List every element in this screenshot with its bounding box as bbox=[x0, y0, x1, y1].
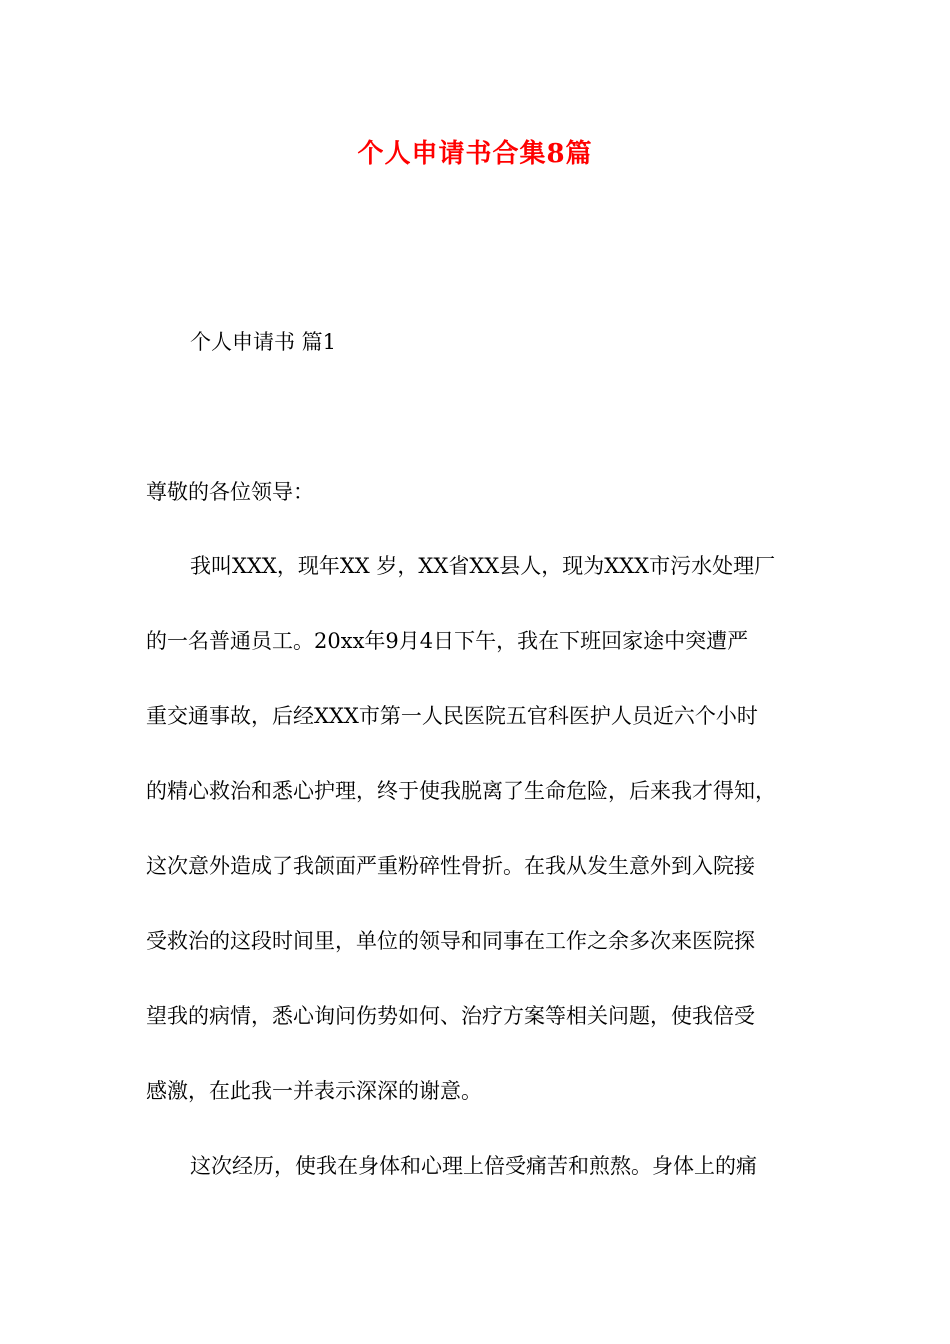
paragraph-1-line: 感激，在此我一并表示深深的谢意。 bbox=[146, 1079, 482, 1103]
paragraph-1-line: 的一名普通员工。20xx年9月4日下午，我在下班回家途中突遭严 bbox=[146, 629, 749, 653]
paragraph-1-line: 的精心救治和悉心护理，终于使我脱离了生命危险，后来我才得知， bbox=[146, 779, 776, 803]
section-heading: 个人申请书 篇1 bbox=[190, 330, 337, 354]
paragraph-1-line: 重交通事故，后经XXX市第一人民医院五官科医护人员近六个小时 bbox=[146, 704, 758, 728]
salutation: 尊敬的各位领导： bbox=[146, 480, 314, 504]
paragraph-1-line: 我叫XXX，现年XX 岁，XX省XX县人，现为XXX市污水处理厂 bbox=[190, 554, 776, 578]
paragraph-1-line: 这次意外造成了我颌面严重粉碎性骨折。在我从发生意外到入院接 bbox=[146, 854, 755, 878]
document-title: 个人申请书合集8篇 bbox=[357, 139, 593, 169]
paragraph-1-line: 受救治的这段时间里，单位的领导和同事在工作之余多次来医院探 bbox=[146, 929, 755, 953]
paragraph-2-line: 这次经历，使我在身体和心理上倍受痛苦和煎熬。身体上的痛 bbox=[190, 1154, 757, 1178]
paragraph-1-line: 望我的病情，悉心询问伤势如何、治疗方案等相关问题，使我倍受 bbox=[146, 1004, 755, 1028]
